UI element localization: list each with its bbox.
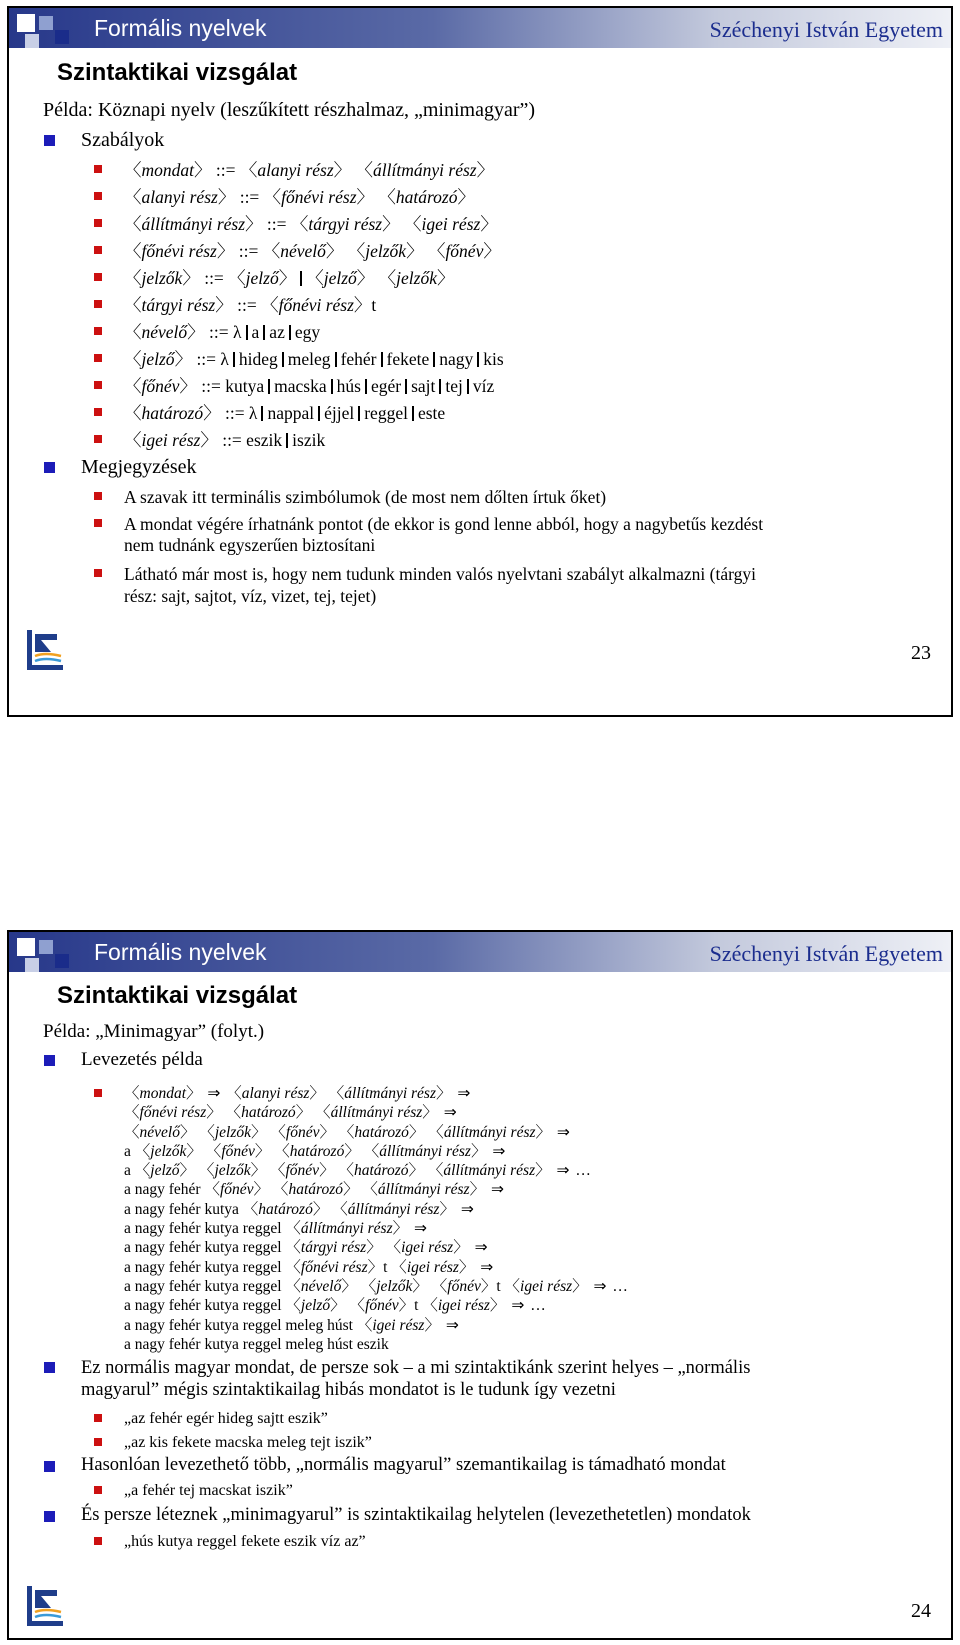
logo-square-decoration <box>17 938 35 956</box>
red-bullet-icon <box>94 1438 102 1446</box>
derivation-step: 〈mondat〉 ⇒ 〈alanyi rész〉 〈állítmányi rész〉 ⇒ <box>124 1085 471 1102</box>
derivation-step: a 〈jelző〉 〈jelzők〉 〈főnév〉 〈határozó〉 〈állítmányi rész〉 ⇒ … <box>124 1162 591 1180</box>
slide-header-bar <box>9 8 951 48</box>
note-item: Látható már most is, hogy nem tudunk minden valós nyelvtani szabályt alkalmazni (tárgyi <box>124 563 756 585</box>
derivation-step: 〈főnévi rész〉 〈határozó〉 〈állítmányi rész〉 ⇒ <box>124 1104 457 1122</box>
red-bullet-icon <box>94 1486 102 1494</box>
derivation-steps <box>124 1084 628 1354</box>
red-bullet-icon <box>94 219 102 227</box>
red-bullet-icon <box>94 300 102 308</box>
bullet-semantic: Hasonlóan levezethető több, „normális magyarul” szemantikailag is támadható mondat <box>81 1455 726 1476</box>
logo-square-decoration <box>25 958 39 972</box>
university-logo-icon <box>27 1586 63 1626</box>
university-logo-icon <box>27 630 63 670</box>
bullet-rules: Szabályok <box>81 129 164 152</box>
intro-text: Példa: Köznapi nyelv (leszűkített részhalmaz, „minimagyar”) <box>43 99 536 121</box>
logo-square-decoration <box>55 954 69 968</box>
blue-bullet-icon <box>44 462 55 473</box>
university-name: Széchenyi István Egyetem <box>709 17 943 42</box>
logo-square-decoration <box>55 30 69 44</box>
derivation-step: a nagy fehér kutya 〈határozó〉 〈állítmányi rész〉 ⇒ <box>124 1200 474 1218</box>
example-sentence: „hús kutya reggel fekete eszik víz az” <box>124 1531 366 1553</box>
red-bullet-icon <box>94 192 102 200</box>
note-item-continuation: rész: sajt, sajtot, víz, vizet, tej, tejet) <box>124 586 377 606</box>
red-bullet-icon <box>94 492 102 500</box>
example-sentence: „az fehér egér hideg sajtt eszik” <box>124 1408 328 1430</box>
red-bullet-icon <box>94 519 102 527</box>
red-bullet-icon <box>94 246 102 254</box>
intro-text: Példa: „Minimagyar” (folyt.) <box>43 1021 265 1042</box>
red-bullet-icon <box>94 273 102 281</box>
bullet-normal-sentence: Ez normális magyar mondat, de persze sok – a mi szintaktikánk szerint helyes – „normális magyarul” mégis szintaktikailag hibás mondatot is le tudunk így vezetni <box>81 1357 750 1401</box>
blue-bullet-icon <box>44 1055 55 1066</box>
red-bullet-icon <box>94 381 102 389</box>
derivation-step: a nagy fehér 〈főnév〉 〈határozó〉 〈állítmányi rész〉 ⇒ <box>124 1181 504 1199</box>
derivation-step: a nagy fehér kutya reggel meleg húst 〈igei rész〉 ⇒ <box>124 1316 459 1334</box>
rule-item: 〈igei rész〉 ::= eszik iszik <box>124 429 325 451</box>
derivation-step: a nagy fehér kutya reggel 〈állítmányi rész〉 ⇒ <box>124 1220 427 1238</box>
rule-item: 〈névelő〉 ::= λ a az egy <box>124 321 320 343</box>
slide-title: Szintaktikai vizsgálat <box>57 982 298 1009</box>
university-name: Széchenyi István Egyetem <box>709 941 943 966</box>
derivation-step: a nagy fehér kutya reggel 〈főnévi rész〉t 〈igei rész〉 ⇒ <box>124 1258 494 1276</box>
slide-24 <box>7 930 953 1640</box>
rule-item: 〈jelző〉 ::= λ hideg meleg fehér fekete nagy kis <box>124 348 504 370</box>
note-item-continuation: nem tudnánk egyszerűen biztosítani <box>124 535 376 555</box>
note-item: A szavak itt terminális szimbólumok (de most nem dőlten írtuk őket) <box>124 486 606 508</box>
logo-square-decoration <box>17 14 35 32</box>
derivation-step: a nagy fehér kutya reggel 〈jelző〉 〈főnév〉t 〈igei rész〉 ⇒ … <box>124 1297 546 1315</box>
slide-title: Szintaktikai vizsgálat <box>57 59 298 86</box>
course-title: Formális nyelvek <box>94 15 267 41</box>
note-item: A mondat végére írhatnánk pontot (de ekkor is gond lenne abból, hogy a nagybetűs kezdést <box>124 513 763 535</box>
red-bullet-icon <box>94 569 102 577</box>
bullet-derivation: Levezetés példa <box>81 1049 203 1071</box>
rule-item: 〈állítmányi rész〉 ::= 〈tárgyi rész〉 〈igei rész〉 <box>124 213 498 235</box>
red-bullet-icon <box>94 408 102 416</box>
slide-23 <box>7 6 953 717</box>
bullet-syntax-error: És persze léteznek „minimagyarul” is szintaktikailag helytelen (levezethetetlen) mondatok <box>81 1505 751 1526</box>
red-bullet-icon <box>94 165 102 173</box>
example-sentence: „az kis fekete macska meleg tejt iszik” <box>124 1432 372 1454</box>
derivation-step: a nagy fehér kutya reggel 〈névelő〉 〈jelzők〉 〈főnév〉t 〈igei rész〉 ⇒ … <box>124 1277 628 1295</box>
example-sentence: „a fehér tej macskat iszik” <box>124 1480 293 1502</box>
logo-square-decoration <box>25 34 39 48</box>
rule-item: 〈tárgyi rész〉 ::= 〈főnévi rész〉t <box>124 294 376 316</box>
blue-bullet-icon <box>44 1362 55 1373</box>
blue-bullet-icon <box>44 135 55 146</box>
bullet-notes: Megjegyzések <box>81 456 197 479</box>
red-bullet-icon <box>94 1089 102 1097</box>
derivation-step: a nagy fehér kutya reggel 〈tárgyi rész〉 〈igei rész〉 ⇒ <box>124 1239 488 1257</box>
blue-bullet-icon <box>44 1461 55 1472</box>
rule-item: 〈jelzők〉 ::= 〈jelző〉 〈jelző〉 〈jelzők〉 <box>124 267 455 289</box>
derivation-step: 〈névelő〉 〈jelzők〉 〈főnév〉 〈határozó〉 〈állítmányi rész〉 ⇒ <box>124 1123 570 1141</box>
blue-bullet-icon <box>44 1511 55 1522</box>
page-number: 24 <box>911 1600 931 1622</box>
red-bullet-icon <box>94 435 102 443</box>
rule-item: 〈főnév〉 ::= kutya macska hús egér sajt tej víz <box>124 375 494 397</box>
rule-item: 〈alanyi rész〉 ::= 〈főnévi rész〉 〈határozó〉 <box>124 186 475 208</box>
slide-header-bar <box>9 932 951 972</box>
course-title: Formális nyelvek <box>94 939 267 965</box>
red-bullet-icon <box>94 1414 102 1422</box>
page-number: 23 <box>911 642 931 664</box>
red-bullet-icon <box>94 327 102 335</box>
derivation-step: a nagy fehér kutya reggel meleg húst eszik <box>124 1335 389 1353</box>
red-bullet-icon <box>94 354 102 362</box>
logo-square-decoration <box>39 16 53 30</box>
rule-item: 〈főnévi rész〉 ::= 〈névelő〉 〈jelzők〉 〈főnév〉 <box>124 240 501 262</box>
rule-item: 〈mondat〉 ::= 〈alanyi rész〉 〈állítmányi rész〉 <box>124 159 494 181</box>
red-bullet-icon <box>94 1537 102 1545</box>
derivation-step: a 〈jelzők〉 〈főnév〉 〈határozó〉 〈állítmányi rész〉 ⇒ <box>124 1142 506 1160</box>
logo-square-decoration <box>39 940 53 954</box>
rule-item: 〈határozó〉 ::= λ nappal éjjel reggel este <box>124 402 445 424</box>
